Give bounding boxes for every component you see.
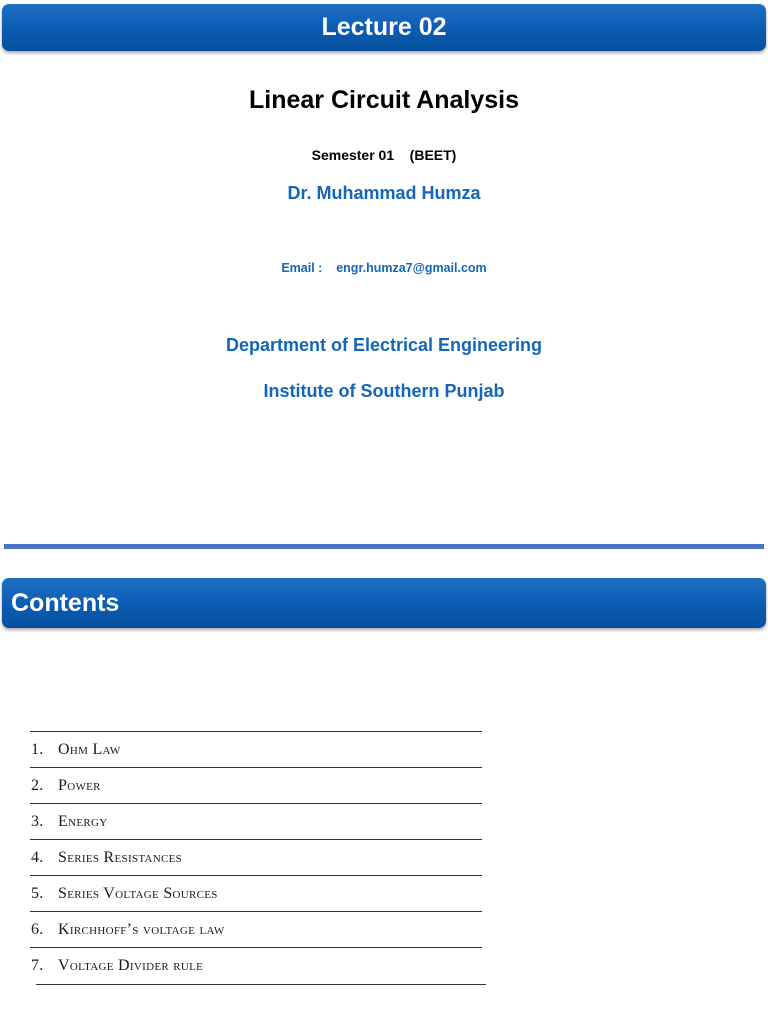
list-item [30,768,482,804]
contents-heading: Contents [11,588,120,617]
item-number: 7. [31,957,44,974]
item-label: Energy [58,812,108,830]
email-line: Email : engr.humza7@gmail.com [281,261,487,275]
list-bottom-rule [36,984,486,985]
lecture-banner [2,4,766,51]
item-label: Series Resistances [58,848,183,866]
list-item [30,732,482,768]
item-label: Ohm Law [58,740,121,758]
item-label: Kirchhoff’s voltage law [58,920,225,938]
institute-name: Institute of Southern Punjab [263,381,505,401]
item-label: Power [58,776,101,794]
semester-label: Semester 01 (BEET) [311,147,457,163]
list-item [30,804,482,840]
item-number: 5. [31,884,44,902]
item-number: 1. [31,740,44,758]
list-item [30,948,482,984]
list-item [30,840,482,876]
list-item [30,876,482,912]
item-number: 2. [31,776,44,794]
item-label: Series Voltage Sources [58,884,218,902]
item-number: 4. [31,848,44,866]
instructor-name: Dr. Muhammad Humza [287,183,481,203]
slide-separator [4,544,764,549]
item-number: 3. [31,812,44,830]
item-number: 6. [31,920,44,938]
lecture-label: Lecture 02 [321,13,447,41]
contents-banner [2,578,766,628]
list-item [30,912,482,948]
contents-list [30,731,482,984]
course-title: Linear Circuit Analysis [249,86,519,114]
department-name: Department of Electrical Engineering [225,335,543,355]
item-label: Voltage Divider rule [58,957,204,974]
